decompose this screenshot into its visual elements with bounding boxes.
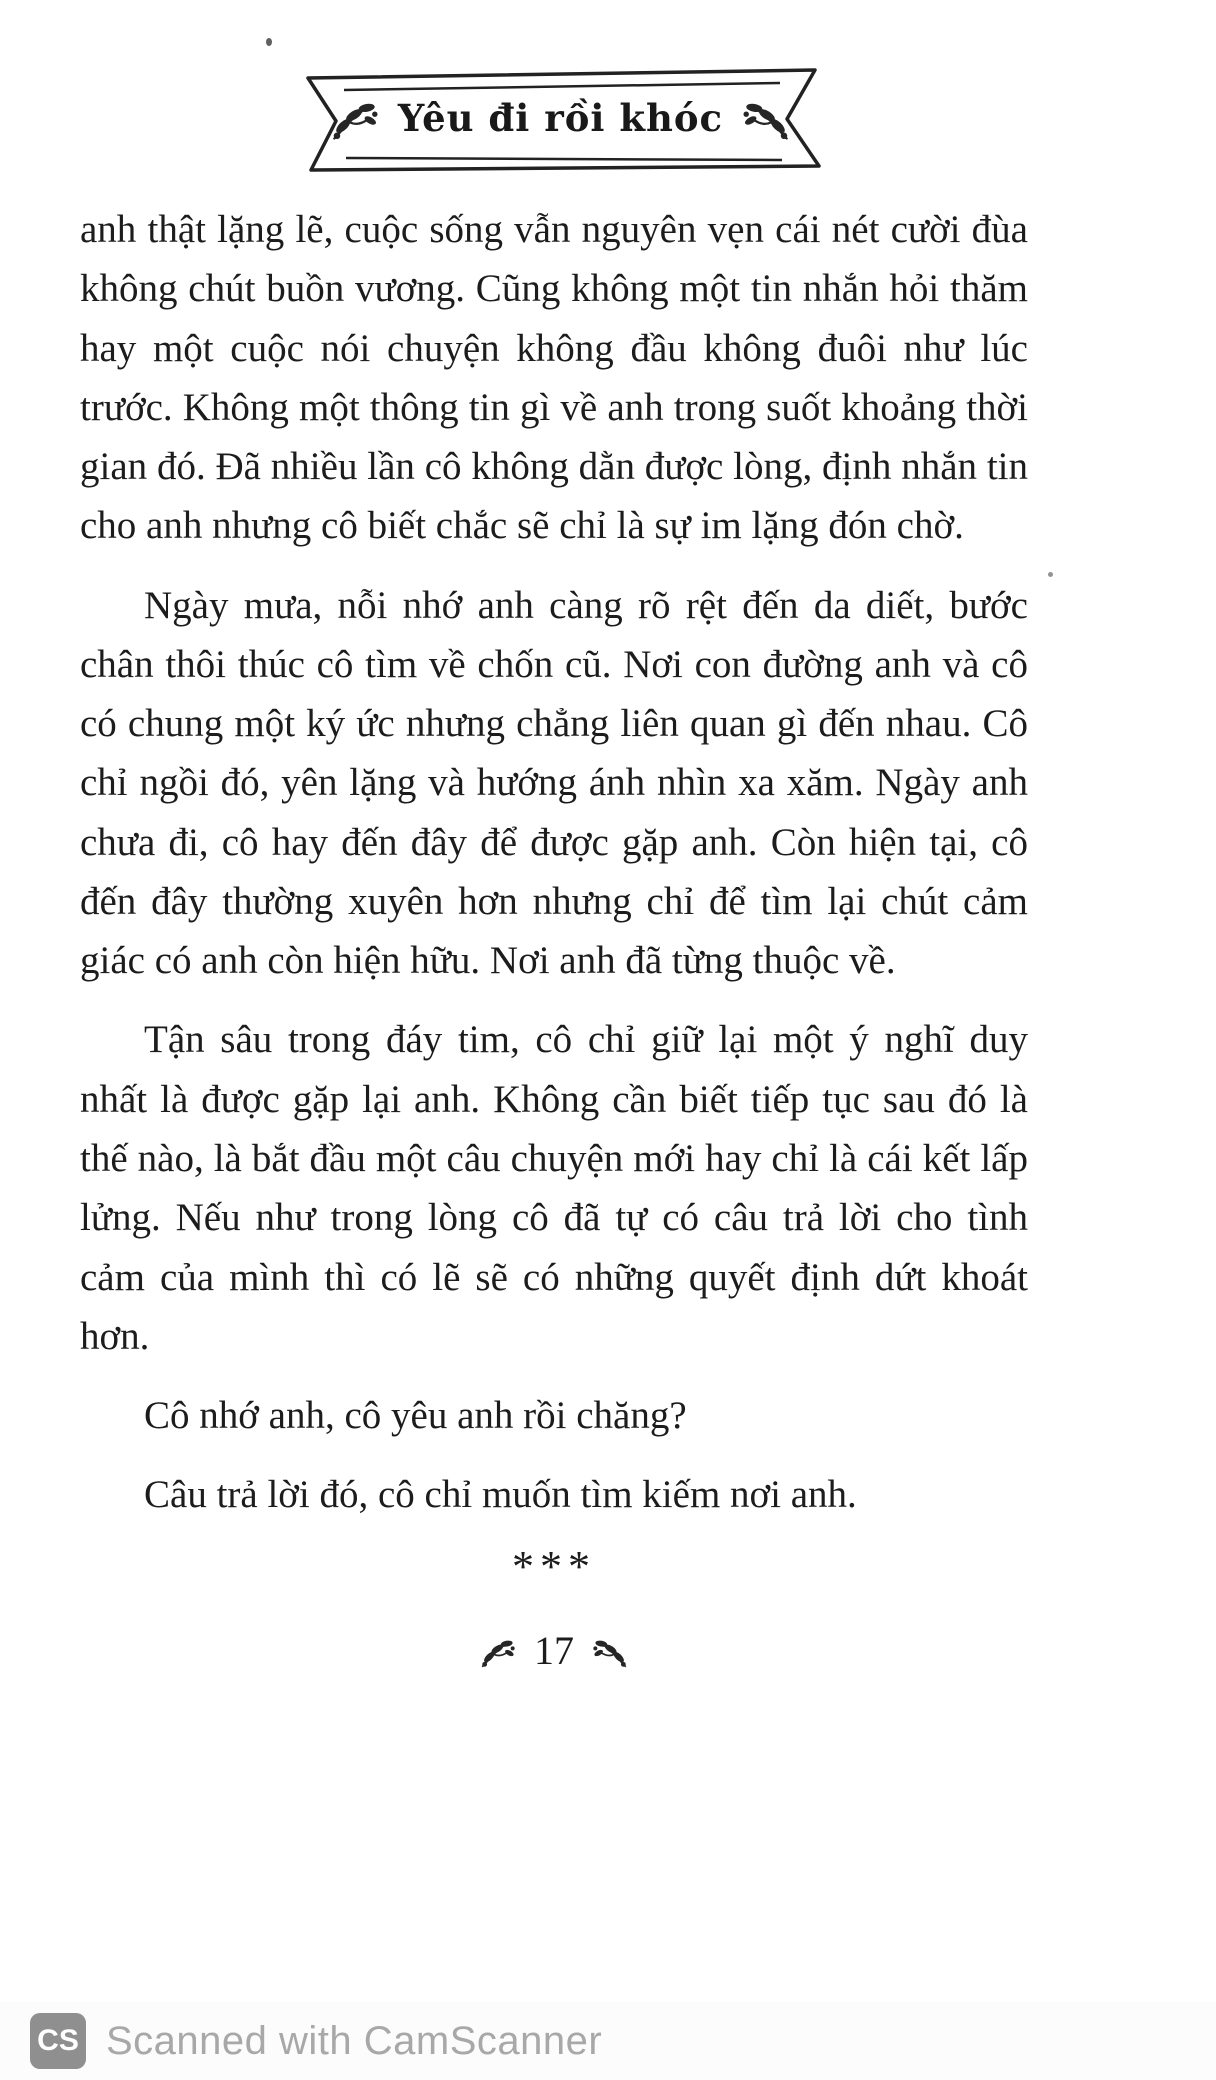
page-number-row <box>80 1627 1028 1675</box>
paragraph: Câu trả lời đó, cô chỉ muốn tìm kiếm nơi anh. <box>144 1473 857 1517</box>
scan-artifact-speck <box>266 38 272 46</box>
chapter-title: Yêu đi rồi khóc <box>397 96 724 140</box>
paragraph: Ngày mưa, nỗi nhớ anh càng rõ rệt đến da diết, bước chân thôi thúc cô tìm về chốn cũ. Nơi con đường anh và cô có chung một ký ức nhưng chẳng liên quan gì đến nhau. Cô chỉ ngồi đó, yên lặng và hướng ánh nhìn xa xăm. Ngày anh chưa đi, cô hay đến đây để được gặp anh. Còn hiện tại, cô đến đây thường xuyên hơn nhưng chỉ để tìm lại chút cảm giác có anh còn hiện hữu. Nơi anh đã từng thuộc về. <box>80 583 1028 983</box>
scan-artifact-speck <box>1048 572 1053 577</box>
camscanner-watermark-text: Scanned with CamScanner <box>106 2018 603 2063</box>
camscanner-footer <box>0 2002 1216 2080</box>
page-body <box>80 200 1028 1675</box>
paragraph: anh thật lặng lẽ, cuộc sống vẫn nguyên vẹn cái nét cười đùa không chút buồn vương. Cũng không một tin nhắn hỏi thăm hay một cuộc nói chuyện không đầu không đuôi như lúc trước. Không một thông tin gì về anh trong suốt khoảng thời gian đó. Đã nhiều lần cô không dằn được lòng, định nhắn tin cho anh nhưng cô biết chắc sẽ chỉ là sự im lặng đón chờ. <box>80 208 1028 548</box>
section-separator: *** <box>512 1541 596 1591</box>
leaf-sprig-icon <box>328 98 382 143</box>
leaf-sprig-icon <box>739 98 793 143</box>
paragraph: Tận sâu trong đáy tim, cô chỉ giữ lại một ý nghĩ duy nhất là được gặp lại anh. Không cần biết tiếp tục sau đó là thế nào, là bắt đầu một câu chuyện mới hay chỉ là cái kết lấp lửng. Nếu như trong lòng cô đã tự có câu trả lời cho tình cảm của mình thì có lẽ sẽ có những quyết định dứt khoát hơn. <box>80 1018 1028 1358</box>
leaf-sprig-icon <box>478 1636 518 1670</box>
camscanner-logo-icon: CS <box>30 2013 86 2069</box>
banner-content <box>322 70 799 170</box>
chapter-banner <box>288 62 833 180</box>
paragraph: Cô nhớ anh, cô yêu anh rồi chăng? <box>144 1394 687 1438</box>
page-number: 17 <box>534 1627 574 1673</box>
leaf-sprig-icon <box>590 1636 630 1670</box>
